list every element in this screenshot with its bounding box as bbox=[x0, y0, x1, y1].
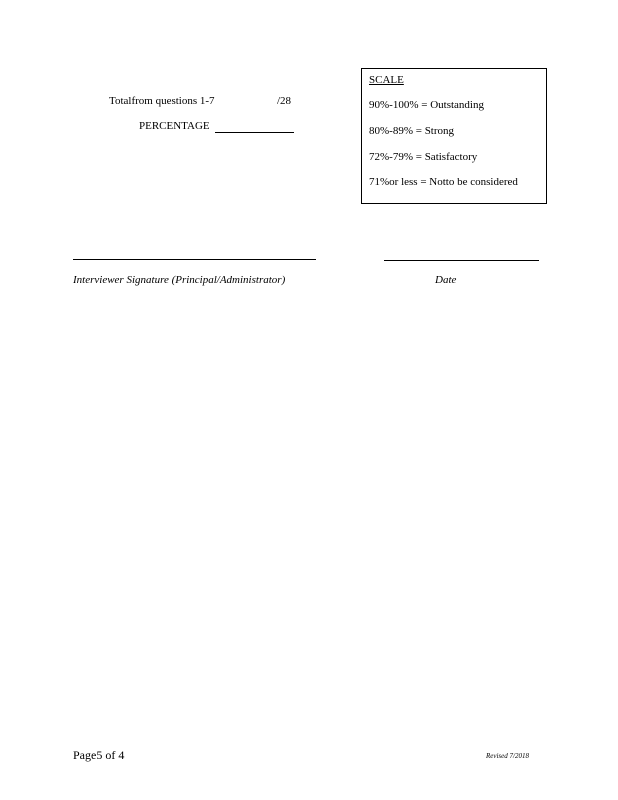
total-questions-label: Totalfrom questions 1-7 bbox=[109, 95, 215, 107]
date-label: Date bbox=[435, 274, 457, 286]
revised-date: Revised 7/2018 bbox=[486, 752, 529, 760]
scale-item-strong: 80%-89% = Strong bbox=[369, 125, 455, 137]
scale-item-outstanding: 90%-100% = Outstanding bbox=[369, 99, 484, 111]
page-number: Page5 of 4 bbox=[73, 748, 125, 762]
date-line[interactable] bbox=[384, 260, 539, 261]
percentage-blank-line[interactable] bbox=[215, 132, 294, 133]
percentage-label: PERCENTAGE bbox=[139, 120, 210, 132]
scale-item-not-considered: 71%or less = Notto be considered bbox=[369, 176, 518, 188]
interviewer-signature-line[interactable] bbox=[73, 259, 316, 260]
interviewer-signature-label: Interviewer Signature (Principal/Administrator) bbox=[73, 274, 286, 286]
scale-item-satisfactory: 72%-79% = Satisfactory bbox=[369, 151, 478, 163]
scale-title: SCALE bbox=[369, 74, 404, 86]
scale-box bbox=[361, 68, 547, 204]
total-max-score: /28 bbox=[277, 95, 292, 107]
